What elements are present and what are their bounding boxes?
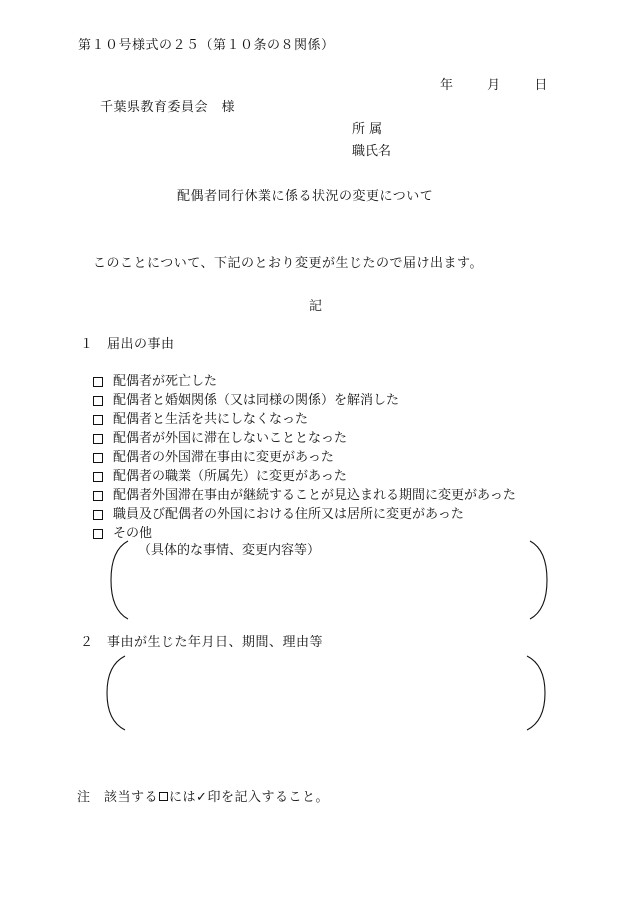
left-bracket bbox=[107, 656, 125, 730]
checkbox[interactable] bbox=[93, 453, 103, 463]
reason-option[interactable] bbox=[93, 410, 516, 429]
reason-option[interactable] bbox=[93, 486, 516, 505]
reason-option[interactable] bbox=[93, 467, 516, 486]
reason-option-label: 職員及び配偶者の外国における住所又は居所に変更があった bbox=[113, 507, 464, 522]
reason-option[interactable] bbox=[93, 391, 516, 410]
reason-option-label: 配偶者が死亡した bbox=[113, 374, 218, 389]
reason-option-label: 配偶者の職業（所属先）に変更があった bbox=[113, 469, 347, 484]
checkbox[interactable] bbox=[93, 491, 103, 501]
intro-text: このことについて、下記のとおり変更が生じたので届け出ます。 bbox=[93, 256, 483, 271]
checkbox[interactable] bbox=[93, 415, 103, 425]
addressee: 千葉県教育委員会 様 bbox=[100, 100, 236, 115]
date-period-reason-field[interactable] bbox=[103, 655, 549, 731]
reason-option-label: 配偶者と生活を共にしなくなった bbox=[113, 412, 309, 427]
section2-heading: ２ 事由が生じた年月日、期間、理由等 bbox=[80, 635, 324, 650]
checkbox[interactable] bbox=[93, 510, 103, 520]
right-bracket bbox=[530, 541, 547, 619]
footnote-suffix: 印を記入すること。 bbox=[207, 790, 329, 805]
reason-option-label: 配偶者が外国に滞在しないこととなった bbox=[113, 431, 348, 446]
left-bracket bbox=[111, 541, 128, 619]
date-day-label: 日 bbox=[534, 78, 548, 93]
reason-option[interactable] bbox=[93, 505, 516, 524]
reason-option[interactable] bbox=[93, 429, 516, 448]
footnote bbox=[77, 790, 329, 806]
reason-option-label: 配偶者外国滞在事由が継続することが見込まれる期間に変更があった bbox=[113, 488, 516, 503]
ki-label: 記 bbox=[309, 299, 323, 314]
reason-option-label: 配偶者の外国滞在事由に変更があった bbox=[113, 450, 334, 465]
other-details-note: （具体的な事情、変更内容等） bbox=[138, 543, 321, 558]
reason-option[interactable] bbox=[93, 448, 516, 467]
reason-checklist bbox=[93, 372, 516, 543]
reason-option-label: 配偶者と婚姻関係（又は同様の関係）を解消した bbox=[113, 393, 400, 408]
name-label: 職氏名 bbox=[352, 144, 392, 159]
document-title: 配偶者同行休業に係る状況の変更について bbox=[177, 189, 434, 204]
section1-heading: １ 届出の事由 bbox=[80, 337, 175, 352]
checkbox-reference-icon bbox=[159, 792, 168, 801]
checkmark-icon: ✓ bbox=[196, 790, 208, 805]
checkbox[interactable] bbox=[93, 434, 103, 444]
form-number: 第１０号様式の２５（第１０条の８関係） bbox=[78, 38, 335, 53]
footnote-prefix: 注 該当する bbox=[77, 790, 159, 805]
date-year-label: 年 bbox=[440, 78, 454, 93]
footnote-middle: には bbox=[169, 790, 197, 805]
date-line bbox=[440, 78, 547, 94]
checkbox[interactable] bbox=[93, 529, 103, 539]
date-month-label: 月 bbox=[487, 78, 501, 93]
right-bracket bbox=[527, 656, 545, 730]
checkbox[interactable] bbox=[93, 472, 103, 482]
checkbox[interactable] bbox=[93, 377, 103, 387]
reason-option-label: その他 bbox=[113, 526, 153, 541]
reason-option[interactable] bbox=[93, 372, 516, 391]
checkbox[interactable] bbox=[93, 396, 103, 406]
affiliation-label: 所 属 bbox=[352, 122, 383, 137]
